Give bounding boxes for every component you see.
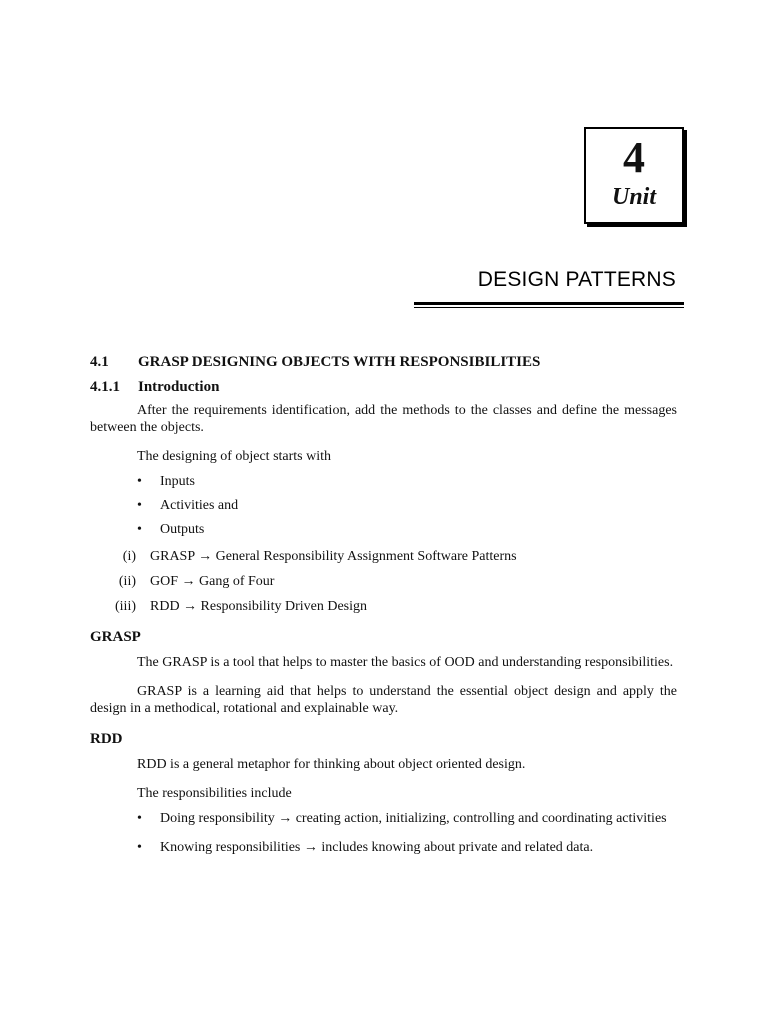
list-item-text: Activities and (160, 498, 239, 513)
acronym-item (90, 548, 677, 565)
designing-list (90, 473, 677, 538)
subsection-number: 4.1.1 (90, 379, 120, 395)
unit-label: Unit (611, 184, 656, 210)
acronym-list (90, 548, 677, 615)
roman-numeral: (ii) (118, 574, 136, 589)
grasp-heading: GRASP (90, 629, 141, 645)
list-item-text: Outputs (160, 522, 205, 537)
list-item (90, 497, 677, 514)
acronym-text: RDD → Responsibility Driven Design (150, 599, 367, 614)
subsection-heading (90, 379, 677, 396)
section-heading (90, 354, 677, 371)
bullet-icon: • (137, 811, 142, 826)
acronym-text: GRASP → General Responsibility Assignment Software Patterns (150, 549, 517, 564)
list-item-text: Knowing responsibilities → includes knowing about private and related data. (160, 840, 594, 855)
page-content (90, 354, 677, 866)
list-item (90, 473, 677, 490)
title-rule-thin (414, 307, 684, 308)
roman-numeral: (iii) (115, 599, 136, 614)
list-item (90, 521, 677, 538)
grasp-paragraph-2: GRASP is a learning aid that helps to understand the essential object design and apply the design in a methodical, rotational and explainable way. (90, 684, 677, 716)
list-item (90, 839, 677, 856)
rdd-paragraph-1: RDD is a general metaphor for thinking about object oriented design. (137, 757, 526, 772)
list-item (90, 810, 677, 827)
section-number: 4.1 (90, 354, 109, 370)
subsection-title: Introduction (138, 379, 220, 395)
intro-paragraph: After the requirements identification, add the methods to the classes and define the messages between the objects. (90, 403, 677, 435)
responsibility-list (90, 810, 677, 856)
bullet-icon: • (137, 474, 142, 489)
section-title: GRASP DESIGNING OBJECTS WITH RESPONSIBILITIES (138, 354, 541, 370)
acronym-item (90, 573, 677, 590)
title-rule-thick (414, 302, 684, 305)
list-item-text: Doing responsibility → creating action, initializing, controlling and coordinating activities (160, 811, 667, 826)
unit-box (584, 127, 684, 224)
bullet-icon: • (137, 498, 142, 513)
acronym-text: GOF → Gang of Four (150, 574, 275, 589)
acronym-item (90, 598, 677, 615)
chapter-title: DESIGN PATTERNS (477, 268, 676, 291)
bullet-icon: • (137, 522, 142, 537)
rdd-heading: RDD (90, 731, 123, 747)
bullet-icon: • (137, 840, 142, 855)
roman-numeral: (i) (122, 549, 136, 564)
designing-lead: The designing of object starts with (137, 449, 332, 464)
unit-number: 4 (623, 133, 645, 182)
list-item-text: Inputs (160, 474, 195, 489)
grasp-paragraph-1: The GRASP is a tool that helps to master the basics of OOD and understanding responsibilities. (137, 655, 674, 670)
rdd-paragraph-2: The responsibilities include (137, 786, 292, 801)
